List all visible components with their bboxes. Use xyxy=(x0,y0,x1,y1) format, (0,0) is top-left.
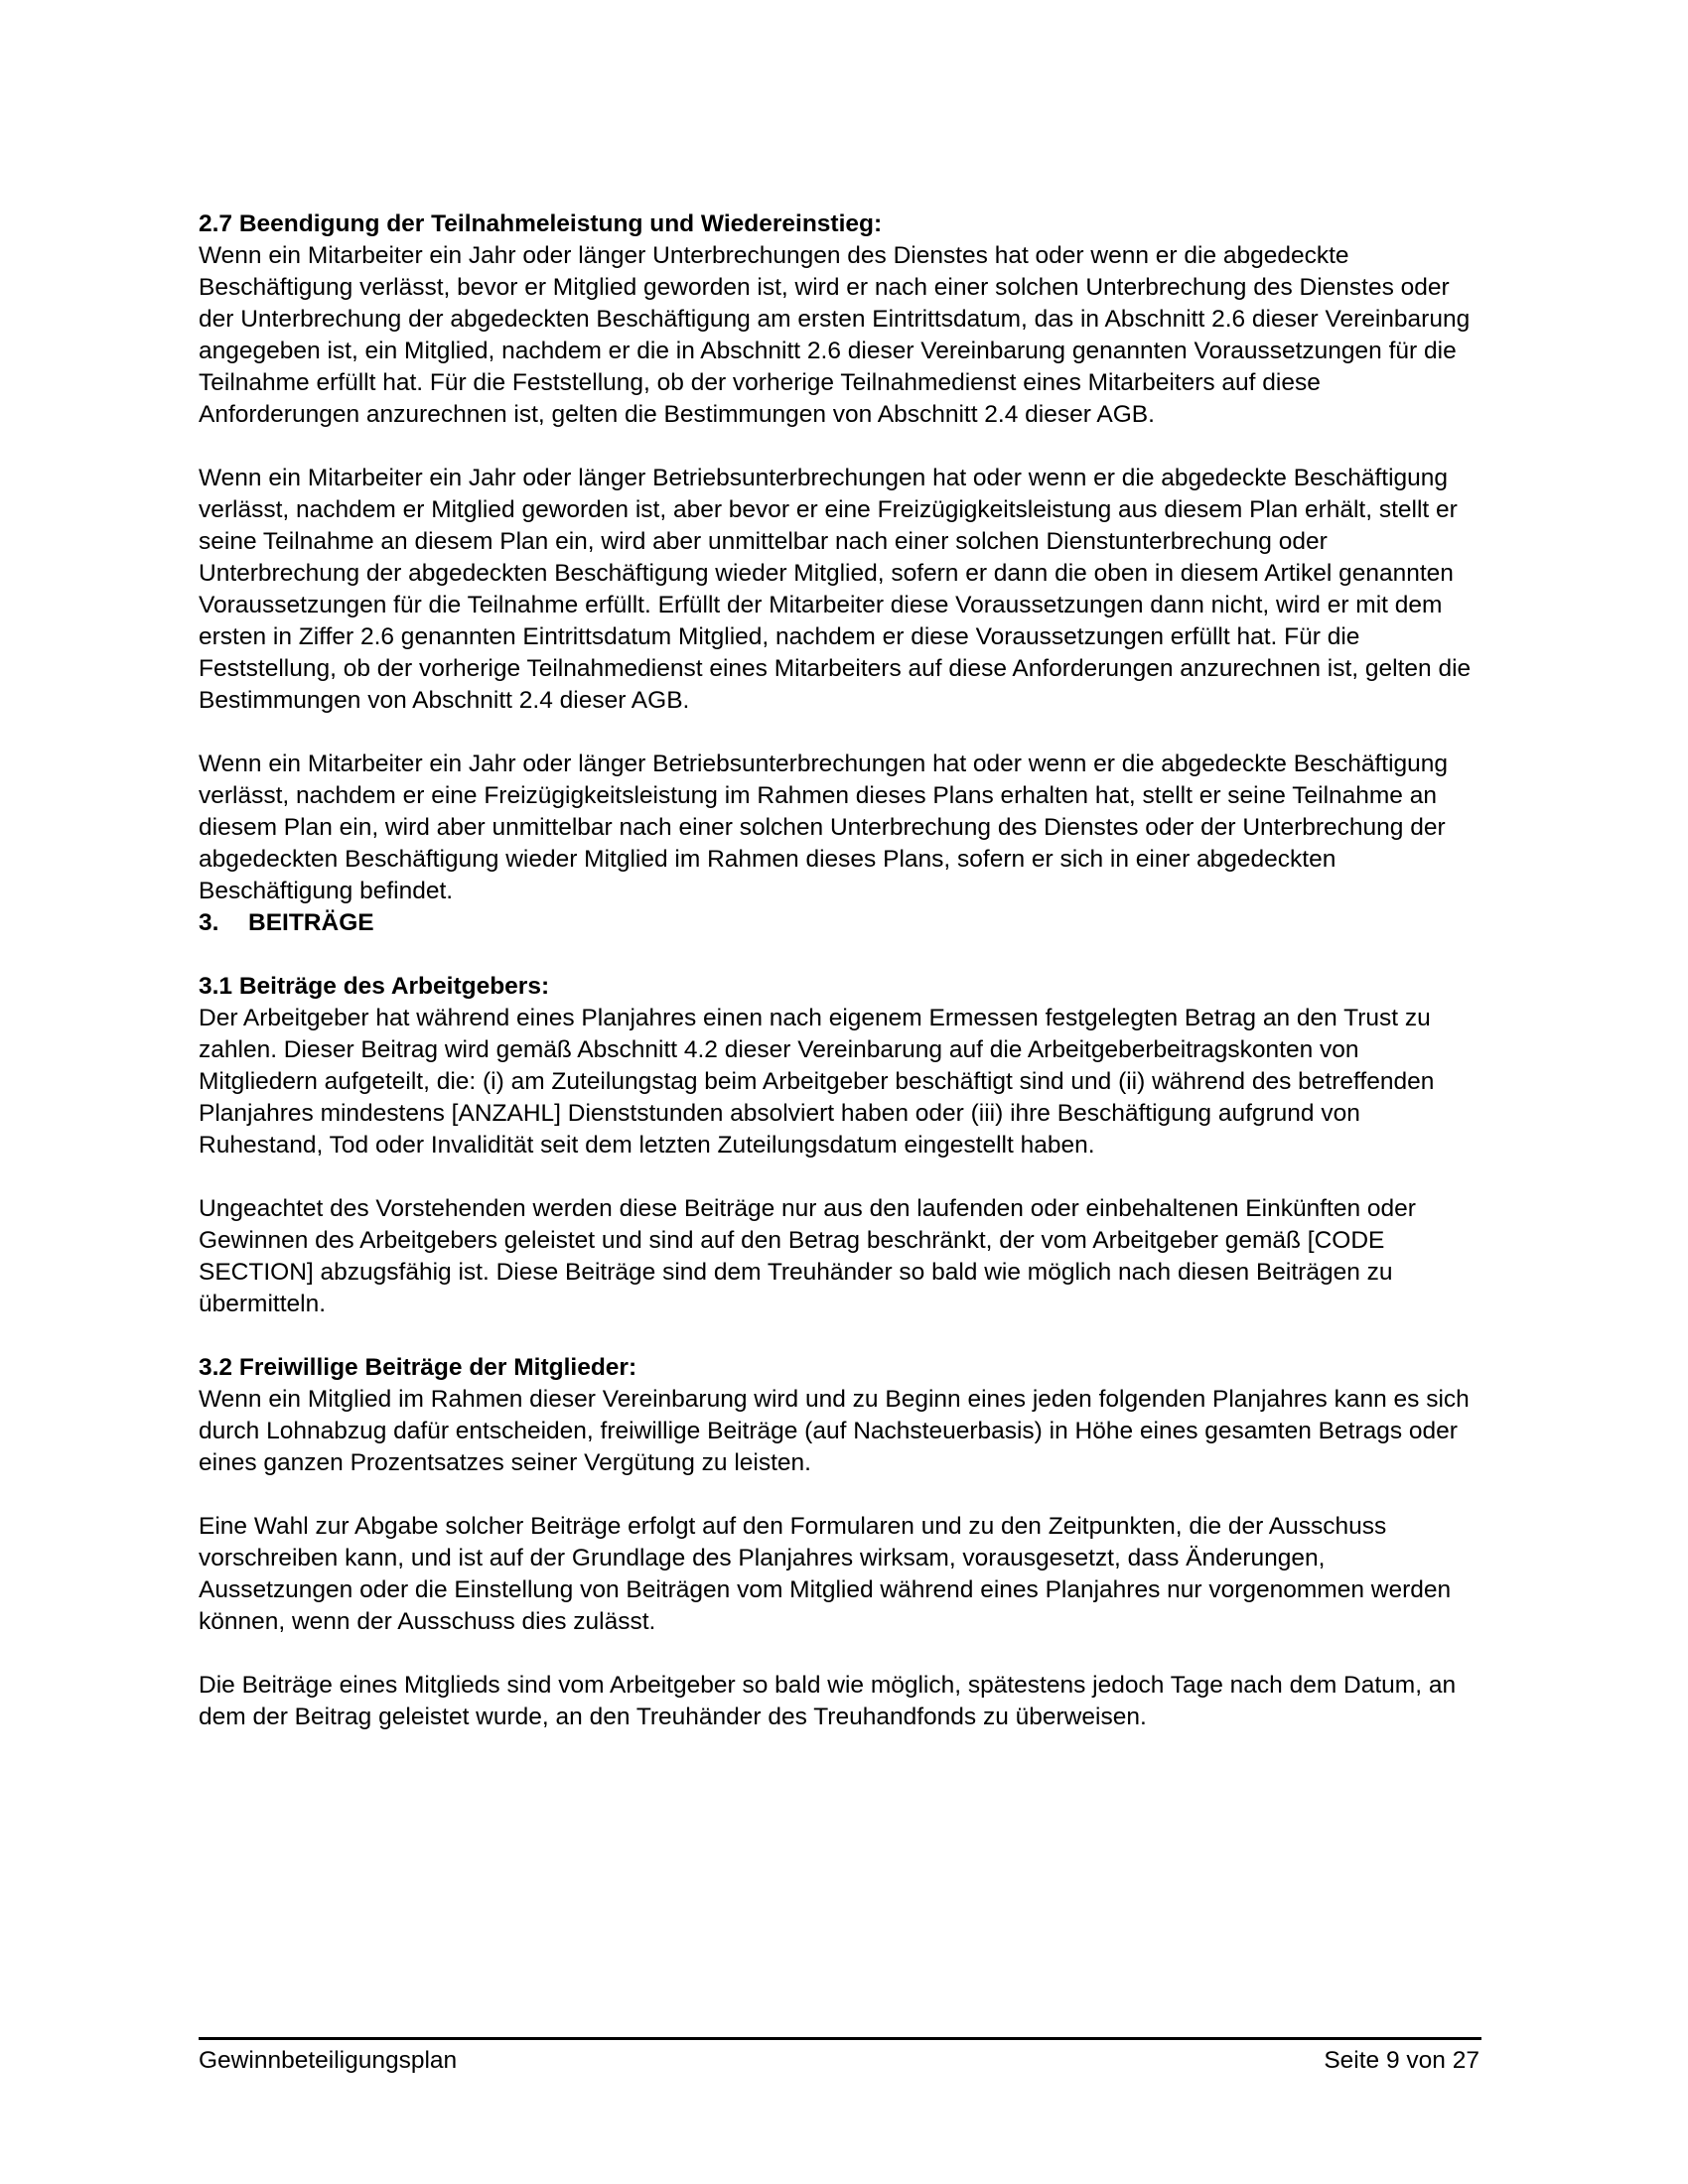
section-2-7-paragraph-1: Wenn ein Mitarbeiter ein Jahr oder länger Unterbrechungen des Dienstes hat oder wenn er die abgedeckte Beschäftigung verlässt, bevor er Mitglied geworden ist, wird er nach einer solchen Unterbrechung des Dienstes oder der Unterbrechung der abgedeckten Beschäftigung am ersten Eintrittsdatum, das in Abschnitt 2.6 dieser Vereinbarung angegeben ist, ein Mitglied, nachdem er die in Abschnitt 2.6 dieser Vereinbarung genannten Voraussetzungen für die Teilnahme erfüllt hat. Für die Feststellung, ob der vorherige Teilnahmedienst eines Mitarbeiters auf diese Anforderungen anzurechnen ist, gelten die Bestimmungen von Abschnitt 2.4 dieser AGB. xyxy=(199,242,1471,428)
section-3-2-paragraph-2: Eine Wahl zur Abgabe solcher Beiträge erfolgt auf den Formularen und zu den Zeitpunkten, die der Ausschuss vorschreiben kann, und ist auf der Grundlage des Planjahres wirksam, vorausgesetzt, dass Änderungen, Aussetzungen oder die Einstellung von Beiträgen vom Mitglied während eines Planjahres nur vorgenommen werden können, wenn der Ausschuss dies zulässt. xyxy=(199,1513,1452,1635)
footer-document-title: Gewinnbeteiligungsplan xyxy=(199,2047,458,2074)
document-body xyxy=(199,208,1479,1733)
section-3-1-paragraph-2: Ungeachtet des Vorstehenden werden diese Beiträge nur aus den laufenden oder einbehaltenen Einkünften oder Gewinnen des Arbeitgebers geleistet und sind auf den Betrag beschränkt, der vom Arbeitgeber gemäß [CODE SECTION] abzugsfähig ist. Diese Beiträge sind dem Treuhänder so bald wie möglich nach diesen Beiträgen zu übermitteln. xyxy=(199,1195,1416,1317)
section-3-1-heading: 3.1 Beiträge des Arbeitgebers: xyxy=(199,973,550,1000)
section-3-1-paragraph-1: Der Arbeitgeber hat während eines Planjahres einen nach eigenem Ermessen festgelegten Betrag an den Trust zu zahlen. Dieser Beitrag wird gemäß Abschnitt 4.2 dieser Vereinbarung auf die Arbeitgeberbeitragskonten von Mitgliedern aufgeteilt, die: (i) am Zuteilungstag beim Arbeitgeber beschäftigt sind und (ii) während des betreffenden Planjahres mindestens [ANZAHL] Dienststunden absolviert haben oder (iii) ihre Beschäftigung aufgrund von Ruhestand, Tod oder Invalidität seit dem letzten Zuteilungsdatum eingestellt haben. xyxy=(199,1005,1435,1159)
section-3-2-paragraph-3: Die Beiträge eines Mitglieds sind vom Arbeitgeber so bald wie möglich, spätestens jedoch Tage nach dem Datum, an dem der Beitrag geleistet wurde, an den Treuhänder des Treuhandfonds zu überweisen. xyxy=(199,1672,1457,1730)
chapter-3-heading xyxy=(199,907,1479,939)
section-3-2-heading: 3.2 Freiwillige Beiträge der Mitglieder: xyxy=(199,1354,637,1381)
section-2-7-paragraph-3: Wenn ein Mitarbeiter ein Jahr oder länger Betriebsunterbrechungen hat oder wenn er die abgedeckte Beschäftigung verlässt, nachdem er eine Freizügigkeitsleistung im Rahmen dieses Plans erhalten hat, stellt er seine Teilnahme an diesem Plan ein, wird aber unmittelbar nach einer solchen Unterbrechung des Dienstes oder der Unterbrechung der abgedeckten Beschäftigung wieder Mitglied im Rahmen dieses Plans, sofern er sich in einer abgedeckten Beschäftigung befindet. xyxy=(199,751,1449,904)
section-2-7-heading: 2.7 Beendigung der Teilnahmeleistung und Wiedereinstieg: xyxy=(199,210,883,237)
footer-divider xyxy=(199,2037,1481,2040)
section-3-2-paragraph-1: Wenn ein Mitglied im Rahmen dieser Vereinbarung wird und zu Beginn eines jeden folgenden Planjahres kann es sich durch Lohnabzug dafür entscheiden, freiwillige Beiträge (auf Nachsteuerbasis) in Höhe eines gesamten Betrags oder eines ganzen Prozentsatzes seiner Vergütung zu leisten. xyxy=(199,1386,1470,1476)
chapter-3-number: 3. xyxy=(199,909,219,936)
page-footer xyxy=(199,2045,1479,2077)
section-2-7-paragraph-2: Wenn ein Mitarbeiter ein Jahr oder länger Betriebsunterbrechungen hat oder wenn er die abgedeckte Beschäftigung verlässt, nachdem er Mitglied geworden ist, aber bevor er eine Freizügigkeitsleistung aus diesem Plan erhält, stellt er seine Teilnahme an diesem Plan ein, wird aber unmittelbar nach einer solchen Dienstunterbrechung oder Unterbrechung der abgedeckten Beschäftigung wieder Mitglied, sofern er dann die oben in diesem Artikel genannten Voraussetzungen für die Teilnahme erfüllt. Erfüllt der Mitarbeiter diese Voraussetzungen dann nicht, wird er mit dem ersten in Ziffer 2.6 genannten Eintrittsdatum Mitglied, nachdem er diese Voraussetzungen erfüllt hat. Für die Feststellung, ob der vorherige Teilnahmedienst eines Mitarbeiters auf diese Anforderungen anzurechnen ist, gelten die Bestimmungen von Abschnitt 2.4 dieser AGB. xyxy=(199,465,1472,714)
footer-page-number: Seite 9 von 27 xyxy=(1324,2047,1479,2074)
chapter-3-title: BEITRÄGE xyxy=(248,909,374,936)
